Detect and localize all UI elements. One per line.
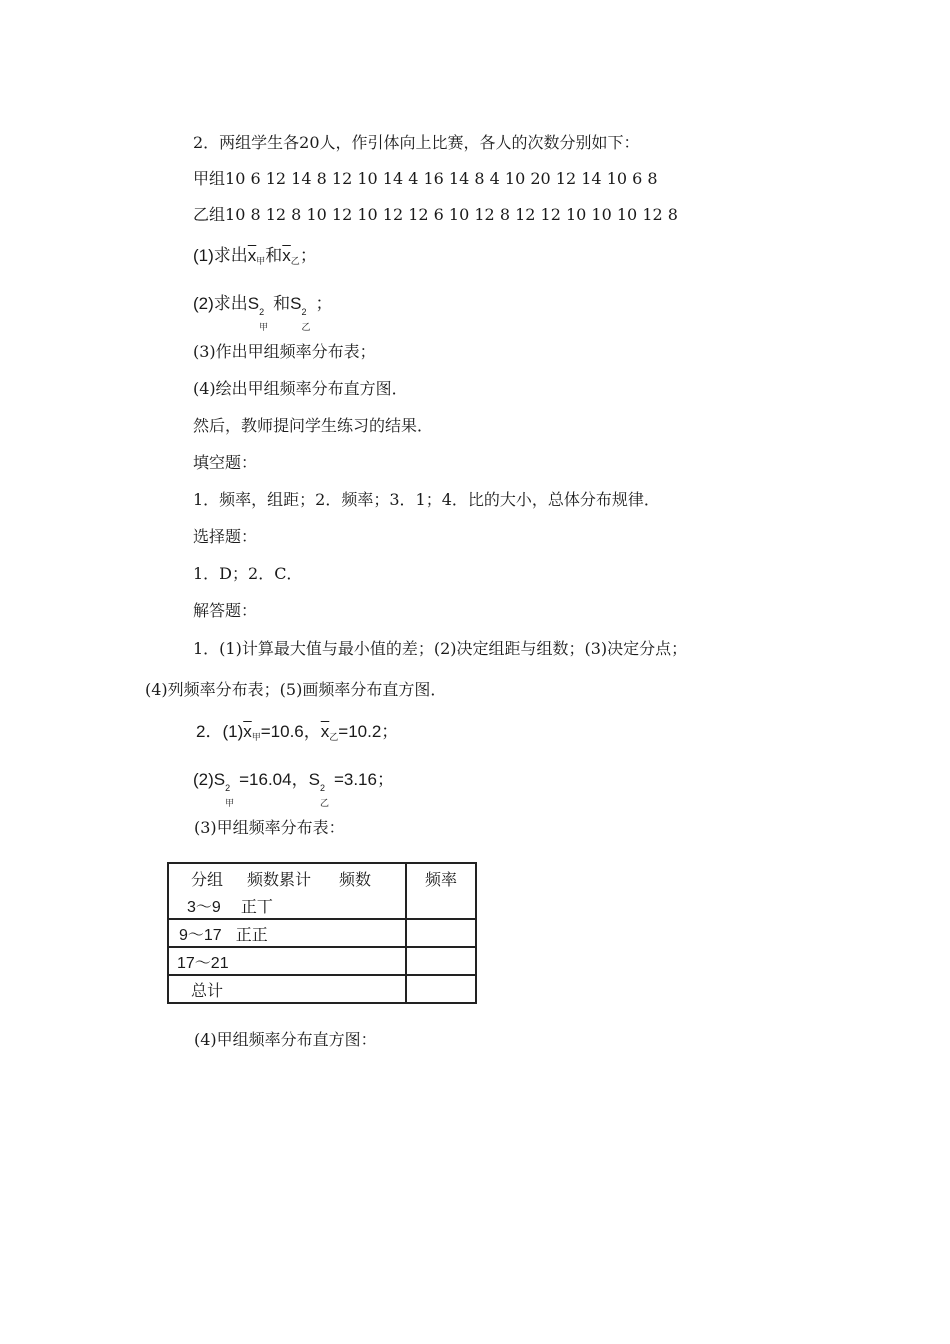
ans2-sup-a: 2	[225, 783, 231, 793]
row-group: 17～21	[177, 954, 229, 972]
solve1-line2: (4)列频率分布表；(5)画频率分布直方图．	[145, 680, 447, 699]
q2-and: 和	[273, 294, 291, 313]
answer-4-title: (4)甲组频率分布直方图：	[194, 1030, 377, 1049]
answer-2-1	[196, 722, 398, 747]
question-1	[193, 246, 317, 271]
ans2-prefix: 2．(1)	[196, 722, 244, 741]
ans2-ssub-a: 甲	[225, 798, 235, 808]
choice-title: 选择题：	[193, 527, 258, 546]
question-2	[193, 294, 333, 332]
q2-s-b: S	[290, 294, 302, 313]
table-row	[168, 919, 476, 947]
frequency-table	[167, 862, 477, 1004]
row-cell	[168, 892, 406, 919]
group-a-line	[193, 169, 658, 189]
q1-sub-a: 甲	[256, 256, 266, 266]
q1-and: 和	[265, 246, 283, 265]
table-row	[168, 892, 476, 919]
row-tally: 正正	[235, 926, 268, 944]
ans2-s-val-b: =3.16；	[333, 770, 394, 789]
ans2-val-b: =10.2；	[338, 722, 399, 741]
q2-s-a: S	[247, 294, 260, 313]
fill-title: 填空题：	[193, 453, 258, 472]
q1-prefix: (1)求出	[193, 246, 248, 265]
row-cell	[168, 919, 406, 947]
group-a-values: 10 6 12 14 8 12 10 14 4 16 14 8 4 10 20 12 14 10 6 8	[225, 169, 658, 188]
q1-sub-b: 乙	[290, 256, 300, 266]
row-frequency	[406, 975, 476, 1003]
table-row	[168, 947, 476, 975]
ans2-val-a: =10.6，	[260, 722, 321, 741]
fill-answers: 1．频率，组距；2．频率；3．1；4．比的大小，总体分布规律．	[193, 490, 660, 509]
row-group: 9～17	[179, 926, 222, 944]
ans2-sub-a: 甲	[251, 732, 261, 742]
table-header-row	[168, 863, 476, 892]
question-3: (3)作出甲组频率分布表；	[193, 342, 376, 361]
table-header-left	[168, 863, 406, 892]
solve1-line1: 1．(1)计算最大值与最小值的差；(2)决定组距与组数；(3)决定分点；	[193, 639, 688, 658]
q2-sub-b: 乙	[301, 322, 311, 332]
row-cell	[168, 947, 406, 975]
answer-3-title: (3)甲组频率分布表：	[194, 818, 345, 837]
row-group-total: 总计	[191, 982, 224, 1000]
ans2-sub-b: 乙	[329, 732, 339, 742]
ans2-ssub-b: 乙	[319, 798, 329, 808]
header-group: 分组	[191, 871, 224, 889]
choice-answers: 1．D；2．C．	[193, 564, 303, 583]
ans2-s-b: S	[308, 770, 320, 789]
answer-2-2	[193, 770, 394, 808]
solve-title: 解答题：	[193, 601, 258, 620]
ans2-s-a: S	[213, 770, 226, 789]
q2-sup-b: 2	[301, 307, 307, 317]
header-tally: 频数累计	[247, 871, 312, 889]
group-b-values: 10 8 12 8 10 12 10 12 12 6 10 12 8 12 12 10 10 10 12 8	[225, 205, 678, 224]
header-frequency: 频率	[406, 863, 476, 892]
row-group: 3～9	[187, 898, 221, 916]
q2-prefix: (2)求出	[193, 294, 248, 313]
q1-xbar-a: $\overline{x}$	[247, 246, 257, 265]
ans2-s-prefix: (2)	[193, 770, 214, 789]
q2-sub-a: 甲	[259, 322, 269, 332]
header-count: 频数	[339, 871, 372, 889]
q2-end: ；	[315, 294, 333, 313]
q1-xbar-b: $\overline{x}$	[282, 246, 291, 265]
row-frequency	[406, 892, 476, 919]
row-frequency	[406, 919, 476, 947]
group-b-label: 乙组	[193, 205, 226, 224]
q2-sup-a: 2	[259, 307, 265, 317]
ans2-sup-b: 2	[319, 783, 325, 793]
question-4: (4)绘出甲组频率分布直方图．	[193, 379, 408, 398]
group-a-label: 甲组	[193, 169, 226, 188]
ans2-xbar-b: $\overline{x}$	[320, 722, 330, 741]
group-b-line	[193, 205, 678, 225]
row-cell	[168, 975, 406, 1003]
teacher-line: 然后，教师提问学生练习的结果．	[193, 416, 434, 435]
table-row	[168, 975, 476, 1003]
ans2-xbar-a: $\overline{x}$	[243, 722, 252, 741]
row-tally: 正丅	[240, 898, 273, 916]
problem-intro: 2．两组学生各20人，作引体向上比赛，各人的次数分别如下：	[193, 133, 640, 152]
row-frequency	[406, 947, 476, 975]
ans2-s-val-a: =16.04，	[239, 770, 309, 789]
q1-end: ；	[299, 246, 317, 265]
